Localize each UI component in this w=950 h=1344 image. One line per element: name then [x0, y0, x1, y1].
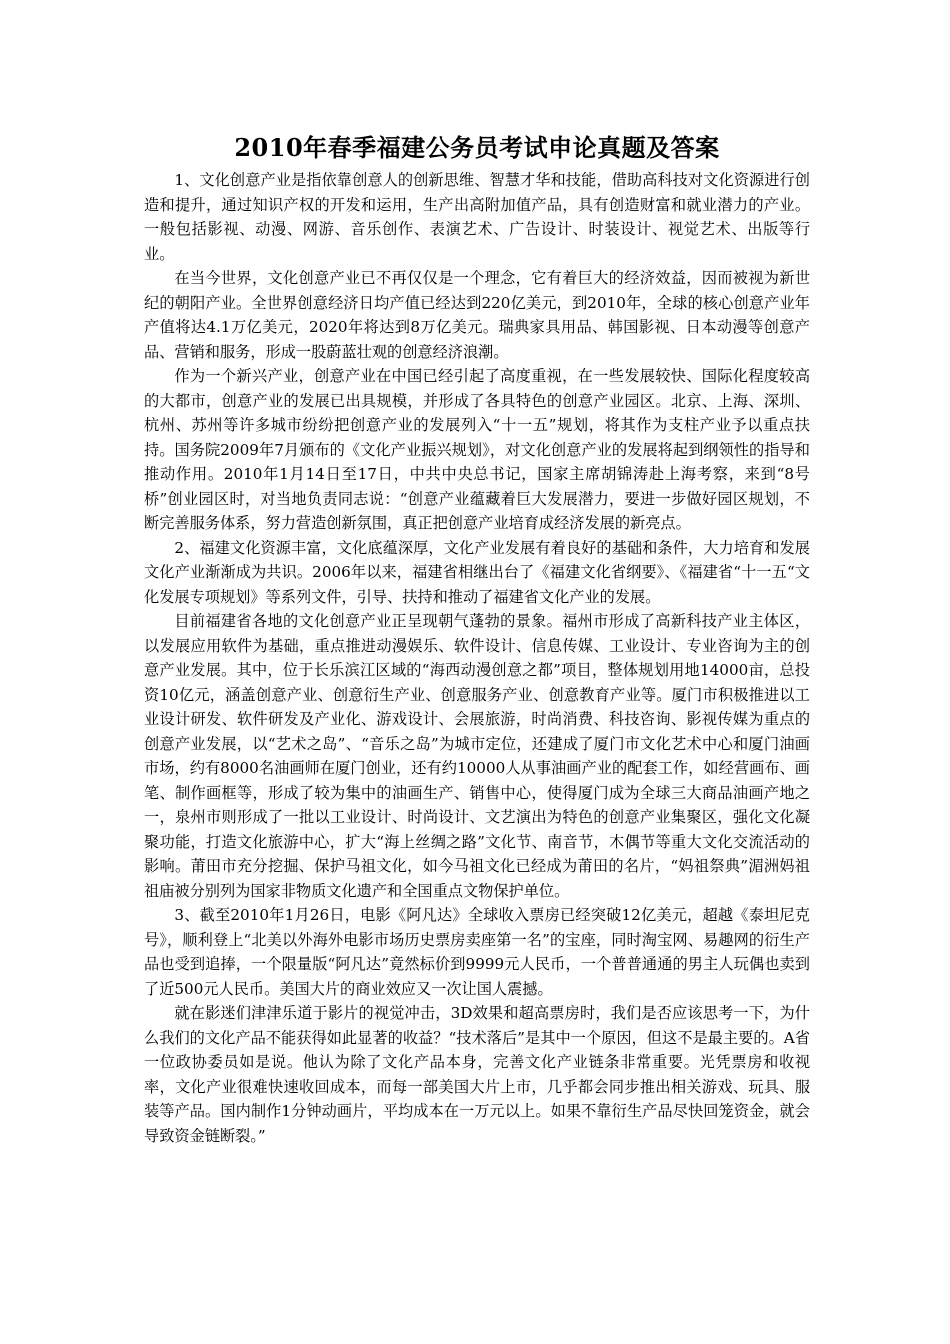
paragraph-4-fujian-policy: 2、福建文化资源丰富，文化底蕴深厚，文化产业发展有着良好的基础和条件，大力培育和发展文化产业渐渐成为共识。2006年以来，福建省相继出台了《福建文化省纲要》、《福建省“十一五“文化发展专项规划》等系列文件，引导、扶持和推动了福建省文化产业的发展。: [144, 538, 810, 606]
paragraph-2-global-economy: 在当今世界，文化创意产业已不再仅仅是一个理念，它有着巨大的经济效益，因而被视为新世纪的朝阳产业。全世界创意经济日均产值已经达到220亿美元，到2010年，全球的核心创意产业年产值将达4.1万亿美元，2020年将达到8万亿美元。瑞典家具用品、韩国影视、日本动漫等创意产品、营销和服务，形成一股蔚蓝壮观的创意经济浪潮。: [144, 269, 810, 361]
paragraph-6-avatar-boxoffice: 3、截至2010年1月26日，电影《阿凡达》全球收入票房已经突破12亿美元，超越《泰坦尼克号》，顺利登上“北美以外海外电影市场历史票房卖座第一名”的宝座，同时淘宝网、易趣网的衍生产品也受到追捧，一个限量版“阿凡达”竟然标价到9999元人民币，一个普普通通的男主人玩偶也卖到了近500元人民币。美国大片的商业效应又一次让国人震撼。: [144, 906, 810, 998]
paragraph-1-definition: 1、文化创意产业是指依靠创意人的创新思维、智慧才华和技能，借助高科技对文化资源进行创造和提升，通过知识产权的开发和运用，生产出高附加值产品，具有创造财富和就业潜力的产业。一般包括影视、动漫、网游、音乐创作、表演艺术、广告设计、时装设计、视觉艺术、出版等行业。: [144, 171, 810, 263]
document-page: [144, 128, 810, 1148]
paragraph-5-fujian-cities: 目前福建省各地的文化创意产业正呈现朝气蓬勃的景象。福州市形成了高新科技产业主体区，以发展应用软件为基础，重点推进动漫娱乐、软件设计、信息传媒、工业设计、专业咨询为主的创意产业发展。其中，位于长乐滨江区域的“海西动漫创意之都”项目，整体规划用地14000亩，总投资10亿元，涵盖创意产业、创意衍生产业、创意服务产业、创意教育产业等。厦门市积极推进以工业设计研发、软件研发及产业化、游戏设计、会展旅游，时尚消费、科技咨询、影视传媒为重点的创意产业发展，以“艺术之岛”、“音乐之岛”为城市定位，还建成了厦门市文化艺术中心和厦门油画市场，约有8000名油画师在厦门创业，还有约10000人从事油画产业的配套工作，如经营画布、画笔、制作画框等，形成了较为集中的油画生产、销售中心，使得厦门成为全球三大商品油画产地之一，泉州市则形成了一批以工业设计、时尚设计、文艺演出为特色的创意产业集聚区，强化文化凝聚功能，打造文化旅游中心，扩大“海上丝绸之路”文化节、南音节，木偶节等重大文化交流活动的影响。莆田市充分挖掘、保护马祖文化，如今马祖文化已经成为莆田的名片，“妈祖祭典”湄洲妈祖祖庙被分别列为国家非物质文化遗产和全国重点文物保护单位。: [144, 612, 810, 900]
document-title: 2010年春季福建公务员考试申论真题及答案: [234, 133, 720, 162]
paragraph-7-industry-chain: 就在影迷们津津乐道于影片的视觉冲击，3D效果和超高票房时，我们是否应该思考一下，为什么我们的文化产品不能获得如此显著的收益？“技术落后”是其中一个原因，但这不是最主要的。A省一位政协委员如是说。他认为除了文化产品本身，完善文化产业链条非常重要。光凭票房和收视率，文化产业很难快速收回成本，而每一部美国大片上市，几乎都会同步推出相关游戏、玩具、服装等产品。国内制作1分钟动画片，平均成本在一万元以上。如果不靠衍生产品尽快回笼资金，就会导致资金链断裂。”: [144, 1004, 810, 1145]
paragraph-3-china-development: 作为一个新兴产业，创意产业在中国已经引起了高度重视，在一些发展较快、国际化程度较高的大都市，创意产业的发展已出具规模，并形成了各具特色的创意产业园区。北京、上海、深圳、杭州、苏州等许多城市纷纷把创意产业的发展列入“十一五”规划，将其作为支柱产业予以重点扶持。国务院2009年7月颁布的《文化产业振兴规划》，对文化创意产业的发展将起到纲领性的指导和推动作用。2010年1月14日至17日，中共中央总书记，国家主席胡锦涛赴上海考察，来到“8号桥”创业园区时，对当地负责同志说：“创意产业蕴藏着巨大发展潜力，要进一步做好园区规划，不断完善服务体系，努力营造创新氛围，真正把创意产业培育成经济发展的新亮点。: [144, 367, 810, 532]
